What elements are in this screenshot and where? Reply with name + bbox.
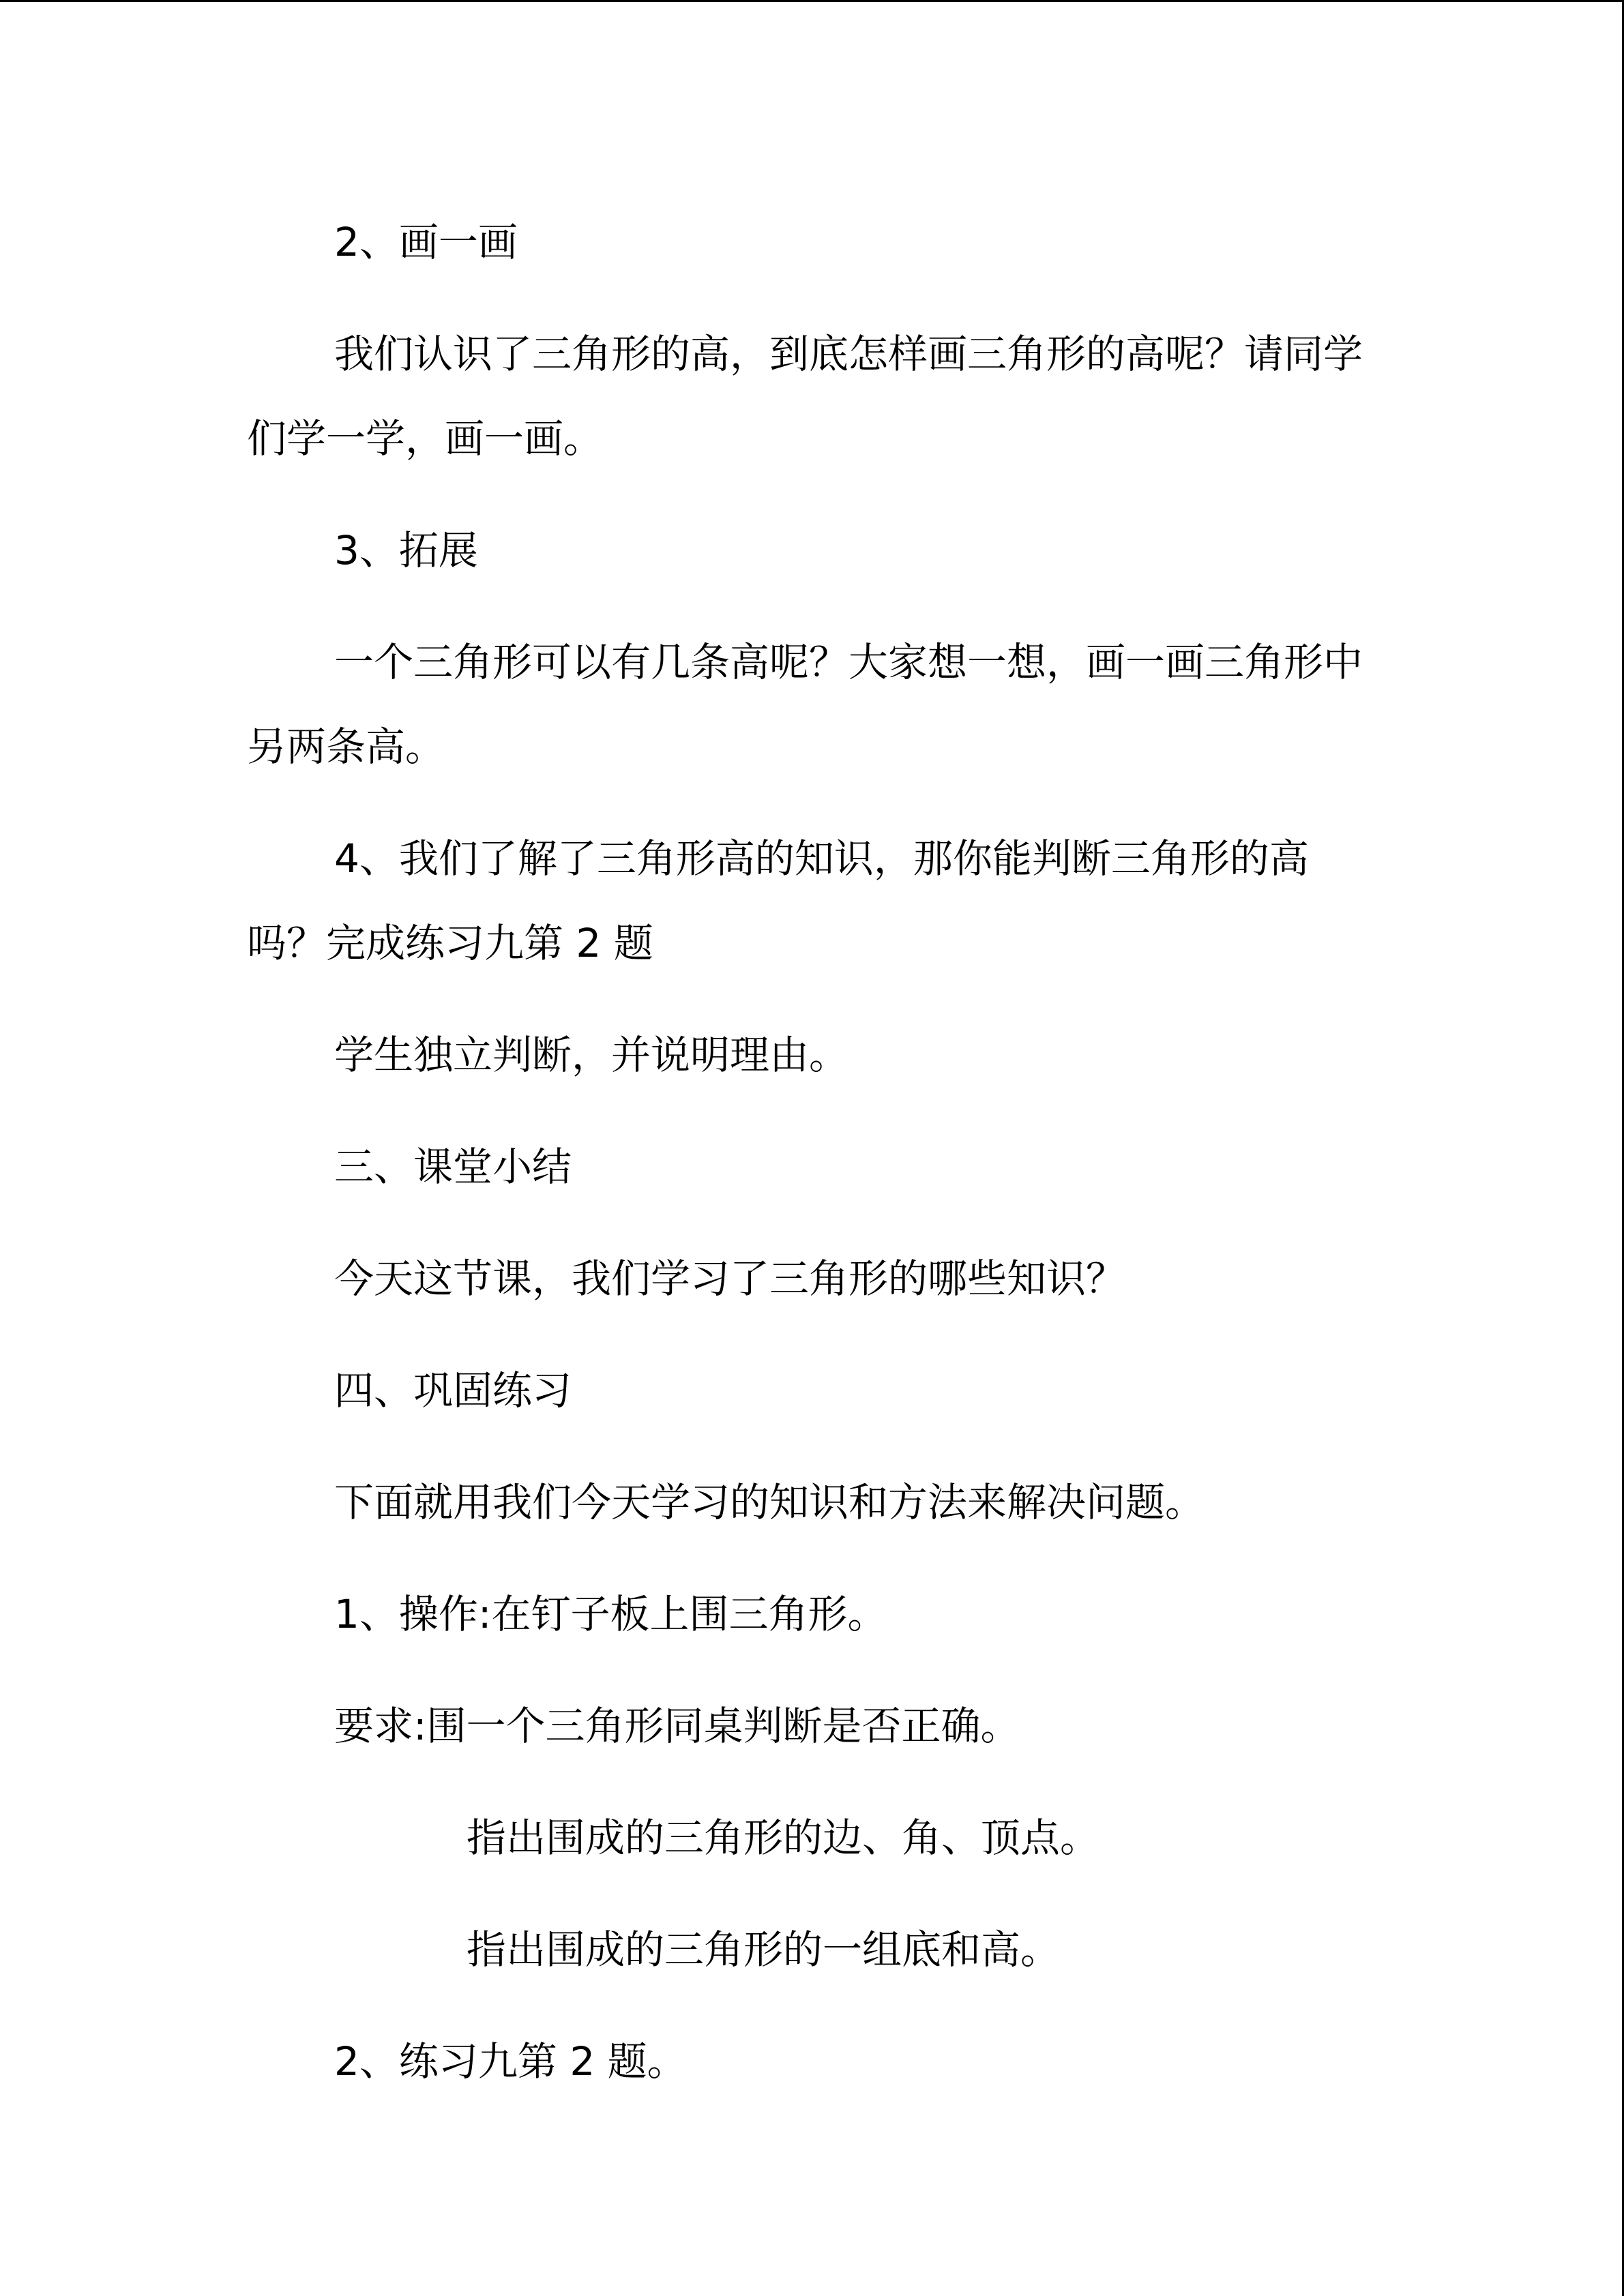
paragraph-solve-problems: 下面就用我们今天学习的知识和方法来解决问题。 [334, 1479, 1205, 1525]
paragraph-how-many-heights: 一个三角形可以有几条高呢？大家想一想，画一画三角形中另两条高。 [247, 639, 1363, 770]
heading-draw: 2、画一画 [334, 219, 518, 265]
paragraph-exercise: 2、练习九第 2 题。 [334, 2038, 687, 2085]
document-body [247, 200, 1379, 2104]
paragraph-judge-height: 4、我们了解了三角形高的知识，那你能判断三角形的高吗？完成练习九第 2 题 [247, 835, 1309, 966]
paragraph-point-sides: 指出围成的三角形的边、角、顶点。 [467, 1815, 1100, 1861]
heading-consolidation: 四、巩固练习 [334, 1367, 572, 1414]
heading-class-summary: 三、课堂小结 [334, 1144, 572, 1190]
heading-extend: 3、拓展 [334, 527, 478, 573]
paragraph-operation: 1、操作:在钉子板上围三角形。 [334, 1591, 887, 1637]
paragraph-point-base-height: 指出围成的三角形的一组底和高。 [467, 1926, 1061, 1973]
paragraph-requirement: 要求:围一个三角形同桌判断是否正确。 [334, 1703, 1020, 1749]
paragraph-today-learned: 今天这节课，我们学习了三角形的哪些知识？ [334, 1255, 1126, 1302]
paragraph-draw-height: 我们认识了三角形的高，到底怎样画三角形的高呢？请同学们学一学，画一画。 [247, 331, 1363, 462]
paragraph-student-judge: 学生独立判断，并说明理由。 [334, 1032, 849, 1078]
